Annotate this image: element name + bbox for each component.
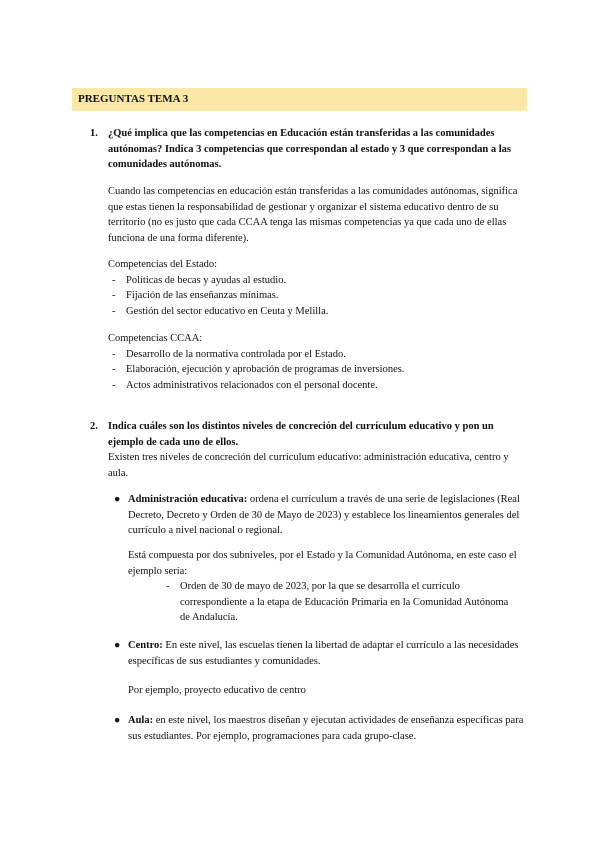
- level-centro-extra: [128, 683, 526, 699]
- question-1-text: ¿Qué implica que las competencias en Educación están transferidas a las comunidades autónomas? Indica 3 competencias que correspondan al estado y 3 que correspondan a las comunidades autónomas.: [108, 128, 512, 170]
- question-2-text: Indica cuáles son los distintos niveles de concreción del currículum educativo y pon un ejemplo de cada uno de ellos.: [108, 421, 494, 448]
- state-list: [108, 273, 520, 320]
- level-extra: Está compuesta por dos subniveles, por el Estado y la Comunidad Autónoma, en este caso el ejemplo sería:: [128, 550, 517, 577]
- ccaa-heading: Competencias CCAA:: [108, 333, 203, 344]
- level-text: [128, 638, 526, 669]
- list-item: - Fijación de las enseñanzas mínimas.: [108, 288, 520, 304]
- question-1: [90, 126, 520, 173]
- question-2-number: 2.: [90, 421, 98, 432]
- level-term: Centro:: [128, 640, 163, 651]
- bullet-icon: ●: [114, 494, 121, 505]
- list-item: - Desarrollo de la normativa controlada por el Estado.: [108, 347, 520, 363]
- list-item: - Políticas de becas y ayudas al estudio.: [108, 273, 520, 289]
- level-administracion-example: [162, 579, 518, 626]
- list-item: - Gestión del sector educativo en Ceuta y Melilla.: [108, 304, 520, 320]
- level-administracion: [114, 492, 526, 539]
- list-item: - Elaboración, ejecución y aprobación de programas de inversiones.: [108, 362, 520, 378]
- answer-paragraph: Cuando las competencias en educación están transferidas a las comunidades autónomas, significa que estas tienen la responsabilidad de gestionar y organizar el sistema educativo dentro de su territorio (no es justo que cada CCAA tenga las mismas competencias ya que cada uno de ellas funciona de una forma diferente).: [108, 186, 518, 244]
- list-item: - Actos administrativos relacionados con el personal docente.: [108, 378, 520, 394]
- level-aula: [114, 713, 526, 744]
- level-desc: En este nivel, las escuelas tienen la libertad de adaptar el currículo a las necesidades específicas de sus estudiantes y comunidades.: [128, 640, 519, 667]
- header-title: PREGUNTAS TEMA 3: [78, 93, 189, 105]
- level-text: [128, 713, 526, 744]
- question-2: [90, 419, 520, 450]
- bullet-icon: ●: [114, 715, 121, 726]
- ccaa-list: [108, 347, 520, 394]
- intro-paragraph: Existen tres niveles de concreción del currículum educativo: administración educativa, centro y aula.: [108, 452, 509, 479]
- question-1-number: 1.: [90, 128, 98, 139]
- level-extra: Por ejemplo, proyecto educativo de centro: [128, 685, 306, 696]
- bullet-icon: ●: [114, 640, 121, 651]
- level-text: [128, 492, 526, 539]
- level-term: Aula:: [128, 715, 154, 726]
- level-desc: ordena el currículum a través de una serie de legislaciones (Real Decreto, Decreto y Orden de 30 de Mayo de 2023) y establece los lineamientos generales del currículo a nivel nacional o regional.: [128, 494, 520, 536]
- state-heading: Competencias del Estado:: [108, 259, 218, 270]
- list-item: - Orden de 30 de mayo de 2023, por la que se desarrolla el currículo correspondiente a la etapa de Educación Primaria en la Comunidad Autónoma de Andalucía.: [162, 579, 518, 626]
- section-header: [72, 88, 527, 111]
- example-list: [162, 579, 518, 626]
- level-term: Administración educativa:: [128, 494, 248, 505]
- ccaa-competencies: [108, 331, 520, 393]
- question-2-intro: [108, 450, 520, 481]
- question-1-answer: [108, 184, 520, 246]
- level-administracion-extra: [128, 548, 526, 579]
- level-desc: en este nivel, los maestros diseñan y ejecutan actividades de enseñanza específicas para sus estudiantes. Por ejemplo, programaciones para cada grupo-clase.: [128, 715, 524, 742]
- level-centro: [114, 638, 526, 669]
- state-competencies: [108, 257, 520, 319]
